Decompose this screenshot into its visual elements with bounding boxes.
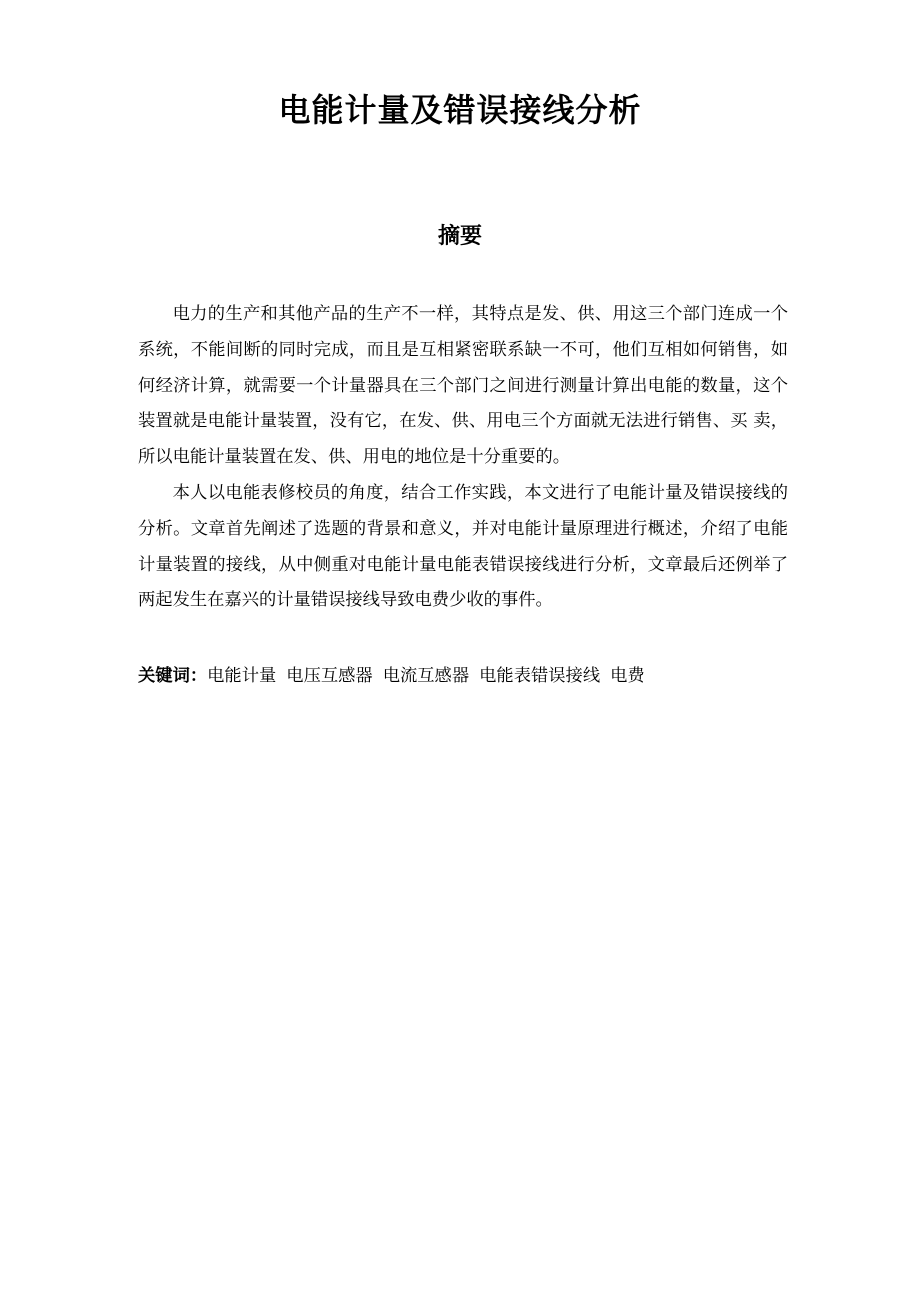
- keyword-5: 电费: [610, 666, 645, 686]
- keywords-line: [138, 659, 788, 694]
- abstract-body: [138, 297, 788, 619]
- keyword-3: 电流互感器: [382, 666, 470, 686]
- abstract-paragraph-1: 电力的生产和其他产品的生产不一样，其特点是发、供、用这三个部门连成一个系统，不能间断的同时完成，而且是互相紧密联系缺一不可，他们互相如何销售，如何经济计算，就需要一个计量器具在三个部门之间进行测量计算出电能的数量，这个装置就是电能计量装置，没有它，在发、供、用电三个方面就无法进行销售、买 卖，所以电能计量装置在发、供、用电的地位是十分重要的。: [138, 304, 788, 468]
- keyword-2: 电压互感器: [286, 666, 373, 686]
- document-title: 电能计量及错误接线分析: [278, 91, 642, 129]
- abstract-heading: 摘要: [437, 223, 482, 249]
- keywords-label: 关键词：: [138, 666, 208, 686]
- keyword-4: 电能表错误接线: [479, 666, 601, 686]
- keyword-1: 电能计量: [207, 666, 277, 686]
- abstract-paragraph-2: 本人以电能表修校员的角度，结合工作实践，本文进行了电能计量及错误接线的分析。文章首先阐述了选题的背景和意义，并对电能计量原理进行概述，介绍了电能计量装置的接线，从中侧重对电能计量电能表错误接线进行分析，文章最后还例举了两起发生在嘉兴的计量错误接线导致电费少收的事件。: [138, 482, 788, 611]
